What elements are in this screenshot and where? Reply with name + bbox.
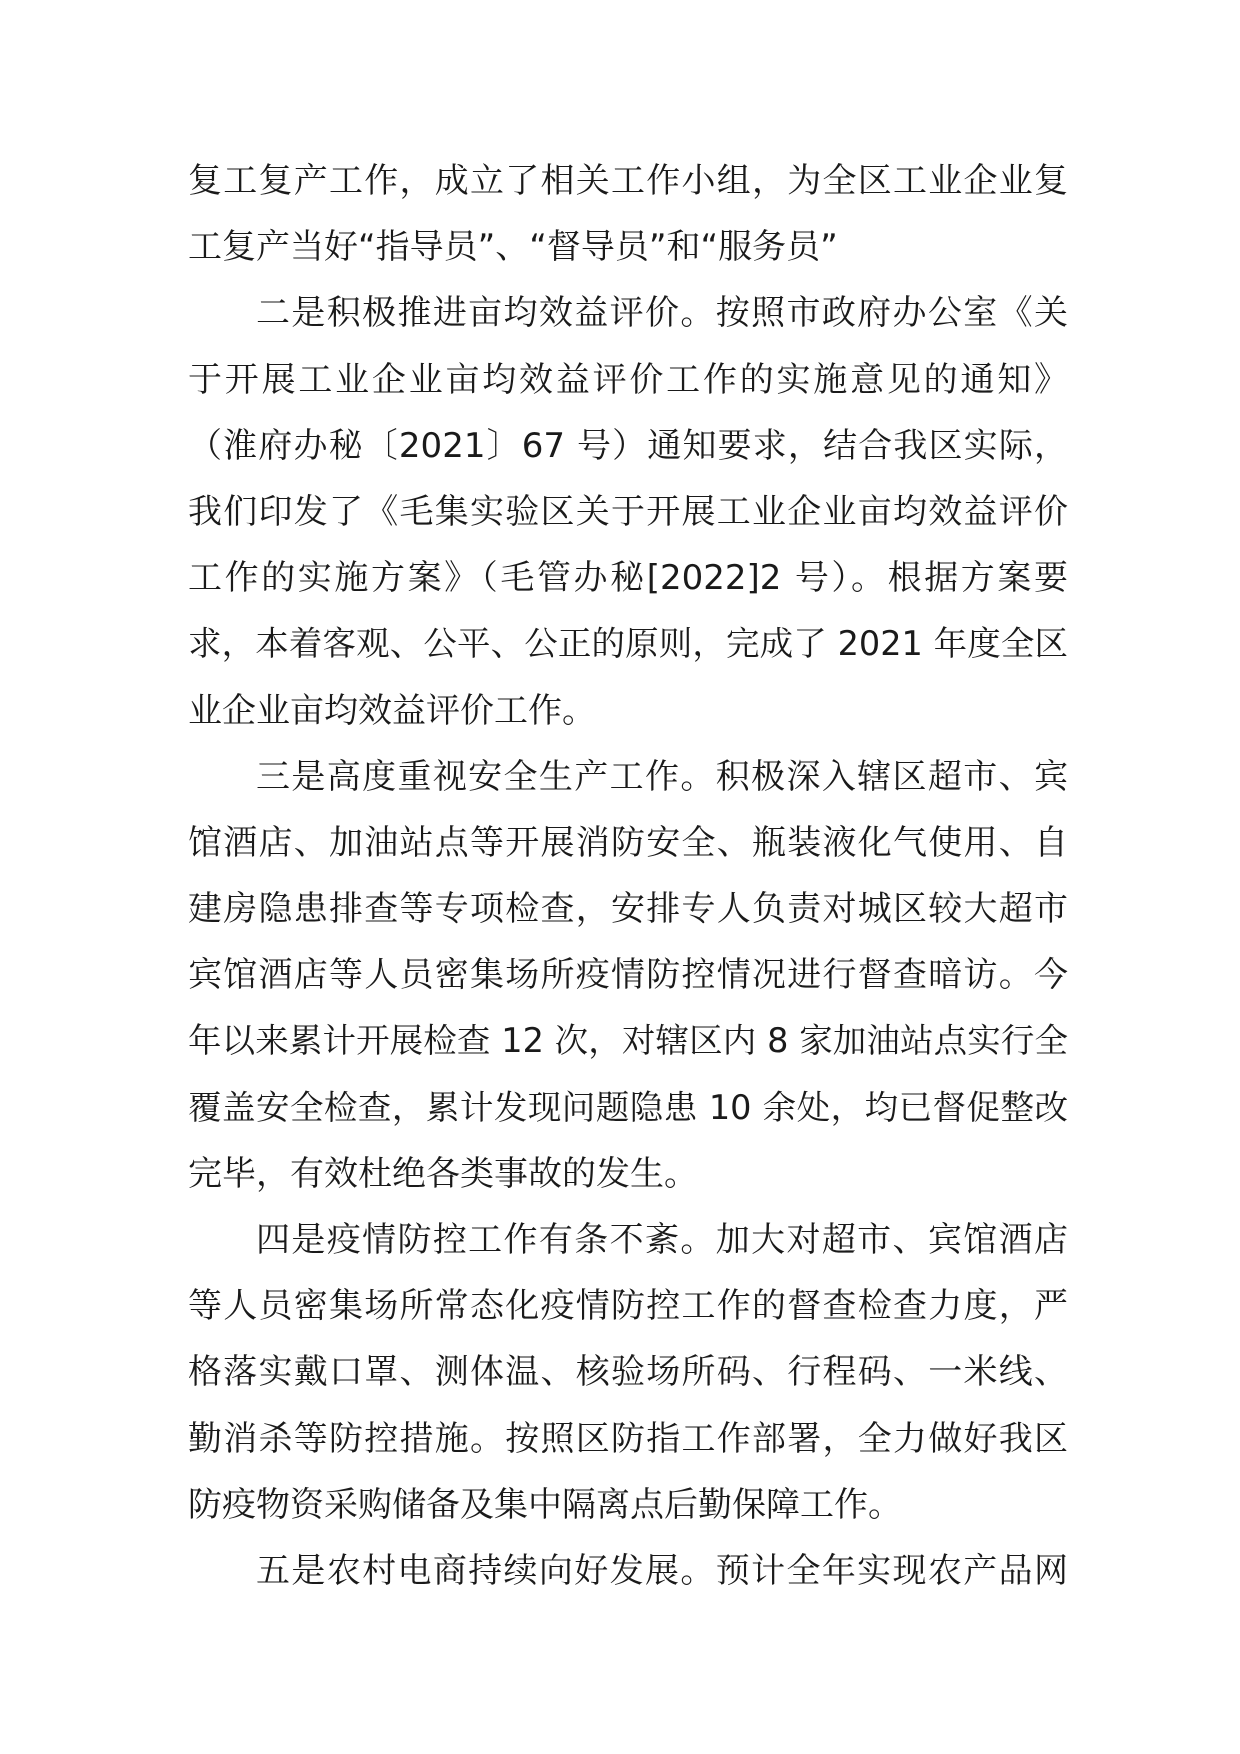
paragraph-start-line: 五是农村电商持续向好发展。预计全年实现农产品网 (256, 1550, 1068, 1591)
text-line: 复工复产工作，成立了相关工作小组，为全区工业企业复 (188, 161, 1068, 201)
text-line: 年以来累计开展检查 12 次，对辖区内 8 家加油站点实行全 (188, 1021, 1068, 1061)
text-line: 馆酒店、加油站点等开展消防安全、瓶装液化气使用、自 (188, 822, 1068, 863)
text-line: （淮府办秘〔2021〕67 号）通知要求，结合我区实际， (188, 425, 1068, 466)
paragraph-start-line: 三是高度重视安全生产工作。积极深入辖区超市、宾 (256, 756, 1068, 797)
text-line: 防疫物资采购储备及集中隔离点后勤保障工作。 (188, 1484, 902, 1525)
text-line: 工复产当好“指导员”、“督导员”和“服务员” (188, 227, 838, 268)
text-line: 建房隐患排查等专项检查，安排专人负责对城区较大超市 (188, 889, 1068, 930)
text-line: 勤消杀等防控措施。按照区防指工作部署，全力做好我区 (188, 1418, 1068, 1459)
paragraph-start-line: 四是疫情防控工作有条不紊。加大对超市、宾馆酒店 (256, 1220, 1068, 1260)
text-line: 宾馆酒店等人员密集场所疫情防控情况进行督查暗访。今 (188, 955, 1068, 996)
paragraph-start-line: 二是积极推进亩均效益评价。按照市政府办公室《关 (256, 293, 1068, 334)
body-text (188, 148, 1068, 1604)
text-line: 完毕，有效杜绝各类事故的发生。 (188, 1153, 698, 1194)
text-line: 我们印发了《毛集实验区关于开展工业企业亩均效益评价 (188, 491, 1068, 532)
text-line: 格落实戴口罩、测体温、核验场所码、行程码、一米线、 (188, 1352, 1068, 1393)
text-line: 业企业亩均效益评价工作。 (188, 690, 596, 731)
text-line: 求，本着客观、公平、公正的原则，完成了 2021 年度全区 (188, 624, 1068, 664)
text-line: 覆盖安全检查，累计发现问题隐患 10 余处，均已督促整改 (188, 1087, 1068, 1127)
text-line: 工作的实施方案》（毛管办秘[2022]2 号）。根据方案要 (188, 558, 1068, 599)
text-line: 于开展工业企业亩均效益评价工作的实施意见的通知》 (188, 359, 1068, 400)
text-line: 等人员密集场所常态化疫情防控工作的督查检查力度，严 (188, 1286, 1068, 1327)
